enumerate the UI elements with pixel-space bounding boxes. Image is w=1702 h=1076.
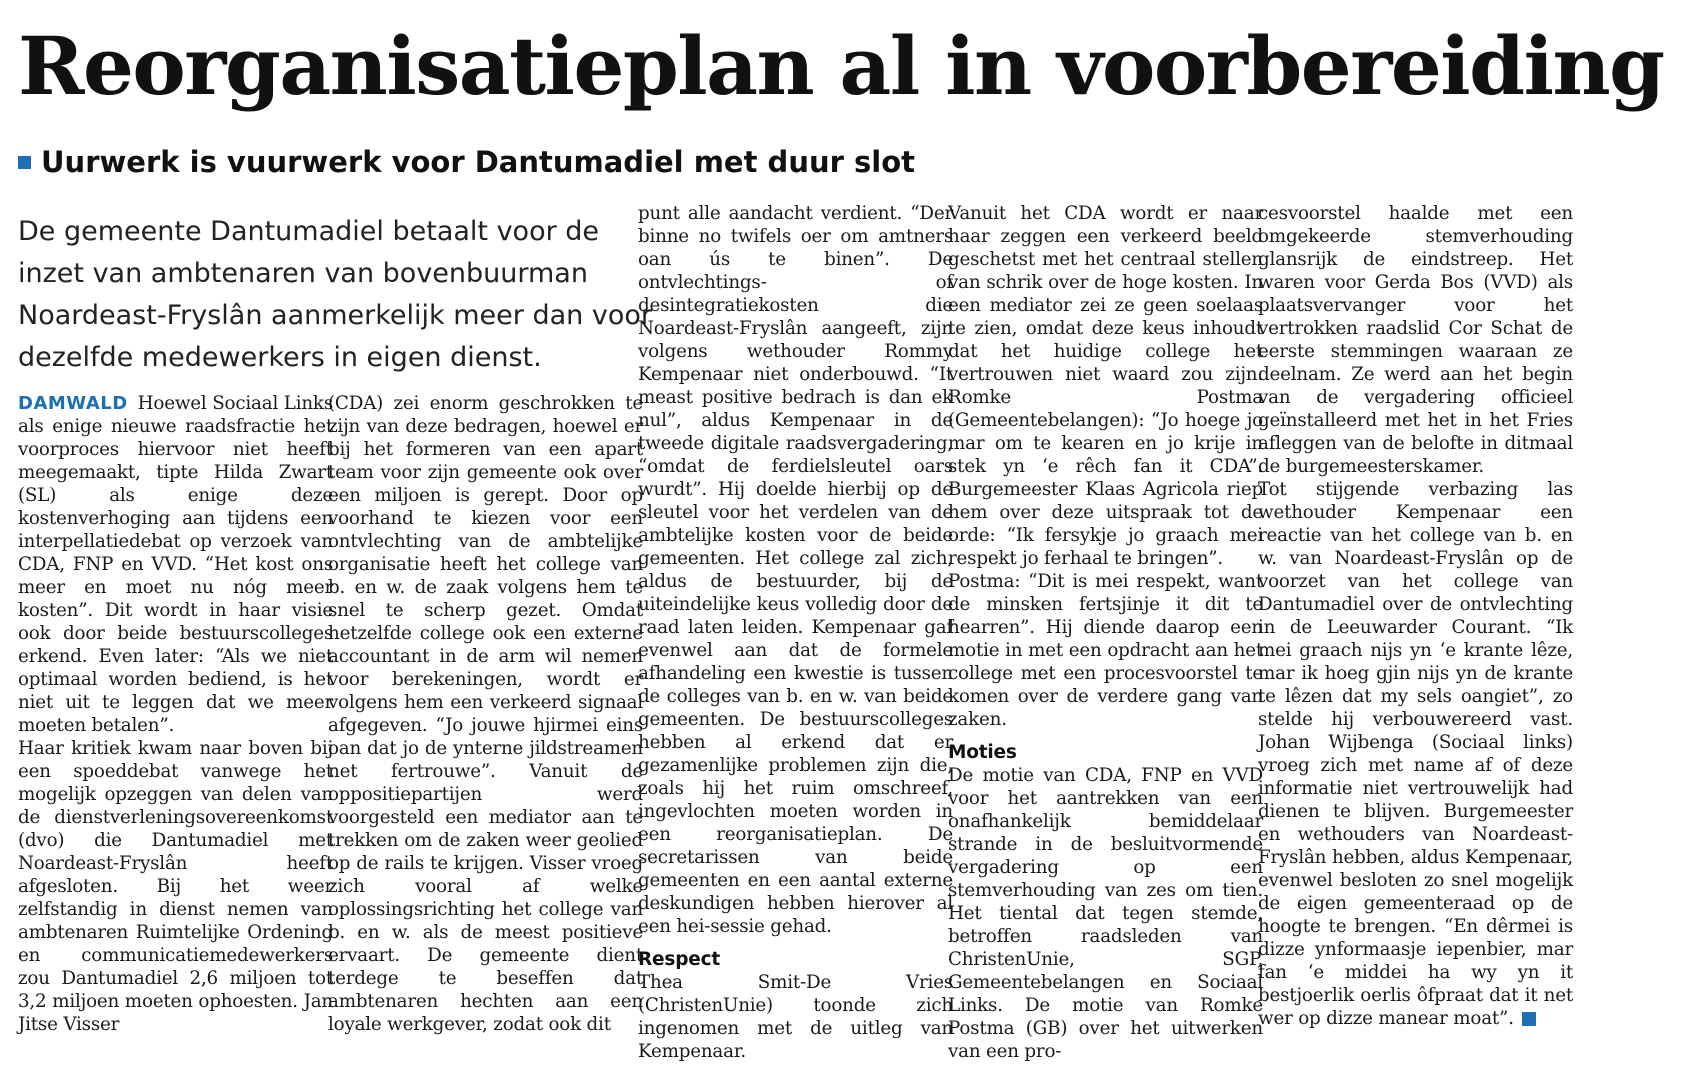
subheadline-text: Uurwerk is vuurwerk voor Dantumadiel met duur slot [41,145,915,179]
article-column-2 [328,392,643,1036]
paragraph: Thea Smit-De Vries (ChristenUnie) toonde zich ingenomen met de uitleg van Kempenaar. [638,972,953,1062]
dateline: DAMWALD [18,393,128,414]
bullet-square-icon [18,156,31,169]
subheadline [18,142,915,182]
paragraph: Vanuit het CDA wordt er naar haar zeggen een verkeerd beeld geschetst met het centraal stellen van schrik over de hoge kosten. In een mediator zei ze geen soelaas te zien, omdat deze keus inhoudt dat het huidige college het vertrouwen niet waard zou zijn. Romke Postma (Gemeentebelangen): “Jo hoege jo mar om te kearen en jo krije in stek yn ‘e rêch fan it CDA”. Burgemeester Klaas Agricola riep hem over deze uitspraak tot de orde: “Ik fersykje jo graach mei respekt jo ferhaal te bringen”. [948,203,1263,569]
intro-paragraph: De gemeente Dantumadiel betaalt voor de inzet van ambtenaren van bovenbuurman Noardeast-Fryslân aanmerkelijk meer dan voor dezelfde medewerkers in eigen dienst. [18,216,652,373]
paragraph: cesvoorstel haalde met een omgekeerde stemverhouding glansrijk de eindstreep. Het waren voor Gerda Bos (VVD) als plaatsvervanger voor het vertrokken raadslid Cor Schat de eerste stemmingen waaraan ze deelnam. Ze werd aan het begin van de vergadering officieel geïnstalleerd met het in het Fries afleggen van de belofte in ditmaal de burgemeesterskamer. [1258,203,1573,477]
article-column-5 [1258,202,1573,1030]
paragraph: punt alle aandacht verdient. “Der binne no twifels oer om amtners oan ús te binen”. De ontvlechtings- of desintegratiekosten die Noardeast-Fryslân aangeeft, zijn volgens wethouder Rommy Kempenaar niet onderbouwd. “It meast positive bedrach is dan ek nul”, aldus Kempenaar in de tweede digitale raadsvergadering, “omdat de ferdielsleutel oars wurdt”. Hij doelde hierbij op de sleutel voor het verdelen van de ambtelijke kosten voor de beide gemeenten. Het college zal zich, aldus de bestuurder, bij de uiteindelijke keus volledig door de raad laten leiden. Kempenaar gaf evenwel aan dat de formele afhandeling een kwestie is tussen de colleges van b. en w. van beide gemeenten. De bestuurscolleges hebben al erkend dat er gezamenlijke problemen zijn die, zoals hij het ruim omschreef, ingevlochten moeten worden in een reorganisatieplan. De secretarissen van beide gemeenten en een aantal externe deskundigen hebben hierover al een hei-sessie gehad. [638,203,953,937]
subheading-moties: Moties [948,742,1017,763]
article-column-4 [948,202,1263,1063]
paragraph [1258,478,1573,1030]
paragraph [18,392,333,737]
paragraph-text: Tot stijgende verbazing las wethouder Kempenaar een reactie van het college van b. en w. van Noardeast-Fryslân op de voorzet van het college van Dantumadiel over de ontvlechting in de Leeuwarder Courant. “Ik mei graach nijs yn ‘e krante lêze, mar ik hoeg gjin nijs yn de krante te lêzen dat my sels oangiet”, zo stelde hij verbouwereerd vast. Johan Wijbenga (Sociaal links) vroeg zich met name af of deze informatie niet vertrouwelijk had dienen te blijven. Burgemeester en wethouders van Noardeast-Fryslân hebben, aldus Kempenaar, evenwel besloten zo snel mogelijk de eigen gemeenteraad op de hoogte te brengen. “En dêrmei is dizze ynformaasje iepenbier, mar fan ‘e middei ha wy yn it bestjoerlik oerlis ôfpraat dat it net wer op dizze manear moat”. [1258,479,1573,1029]
end-mark-square-icon [1522,1012,1536,1026]
paragraph: De motie van CDA, FNP en VVD voor het aantrekken van een onafhankelijk bemiddelaar strande in de besluitvormende vergadering op een stemverhouding van zes om tien. Het tiental dat tegen stemde, betroffen raadsleden van ChristenUnie, SGP, Gemeentebelangen en Sociaal Links. De motie van Romke Postma (GB) over het uitwerken van een pro- [948,765,1263,1062]
paragraph-text: Hoewel Sociaal Links als enige nieuwe raadsfractie het voorproces hiervoor niet heeft meegemaakt, tipte Hilda Zwart (SL) als enige deze kostenverhoging aan tijdens een interpellatiedebat op verzoek van CDA, FNP en VVD. “Het kost ons meer en moet nu nóg meer kosten”. Dit wordt in haar visie ook door beide bestuurscolleges erkend. Even later: “Als we niet optimaal worden bediend, is het niet uit te leggen dat we meer moeten betalen”. [18,393,333,736]
article-column-3 [638,202,953,1063]
paragraph: (CDA) zei enorm geschrokken te zijn van deze bedragen, hoewel er bij het formeren van een apart team voor zijn gemeente ook over een miljoen is gerept. Door op voorhand te kiezen voor een ontvlechting van de ambtelijke organisatie heeft het college van b. en w. de zaak volgens hem te snel te scherp gezet. Omdat hetzelfde college ook een externe accountant in de arm wil nemen voor berekeningen, wordt er volgens hem een verkeerd signaal afgegeven. “Jo jouwe hjirmei eins oan dat jo de ynterne jildstreamen net fertrouwe”. Vanuit de oppositiepartijen werd voorgesteld een mediator aan te trekken om de zaken weer geolied op de rails te krijgen. Visser vroeg zich vooral af welke oplossingsrichting het college van b. en w. als de meest positieve ervaart. De gemeente dient terdege te beseffen dat ambtenaren hechten aan een loyale werkgever, zodat ook dit [328,393,643,1035]
paragraph: Haar kritiek kwam naar boven bij een spoeddebat vanwege het mogelijk opzeggen van delen van de dienstverleningsovereenkomst (dvo) die Dantumadiel met Noardeast-Fryslân heeft afgesloten. Bij het weer zelfstandig in dienst nemen van ambtenaren Ruimtelijke Ordening en communicatiemedewerkers zou Dantumadiel 2,6 miljoen tot 3,2 miljoen moeten ophoesten. Jan Jitse Visser [18,738,333,1035]
subheading-respect: Respect [638,949,721,970]
paragraph: Postma: “Dit is mei respekt, want de minsken fertsjinje it dit te hearren”. Hij diende daarop een motie in met een opdracht aan het college met een procesvoorstel te komen over de verdere gang van zaken. [948,571,1263,730]
article-column-1 [18,392,333,1036]
headline: Reorganisatieplan al in voorbereiding [18,19,1664,113]
